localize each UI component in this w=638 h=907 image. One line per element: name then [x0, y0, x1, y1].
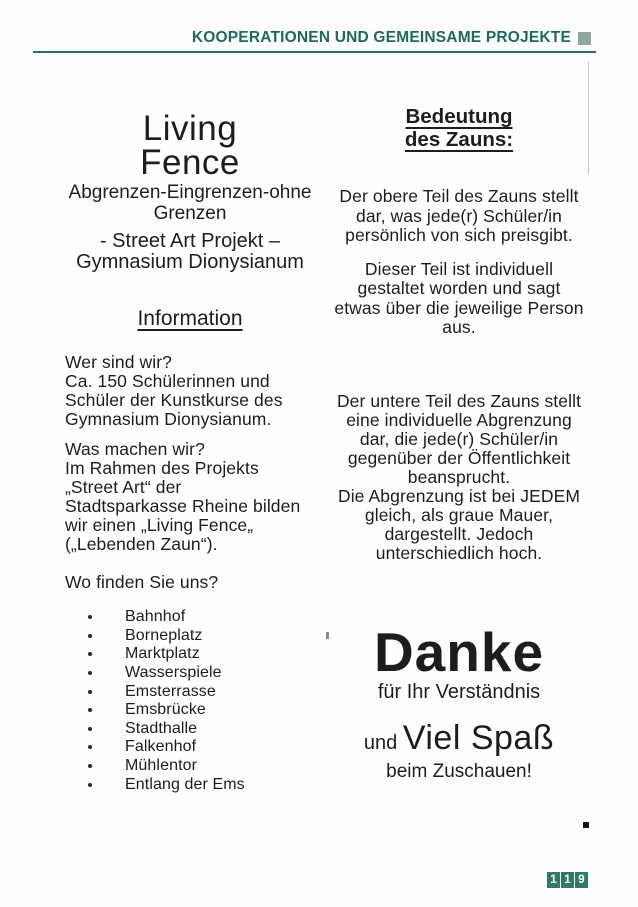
location-item [40, 682, 340, 701]
bullet-icon [88, 690, 92, 694]
paragraph-line: Der obere Teil des Zauns stellt [339, 186, 579, 206]
bullet-icon [88, 745, 92, 749]
meaning-heading-line: Bedeutung [405, 105, 513, 128]
paragraph-line: gleich, als graue Mauer, [364, 504, 554, 525]
what-line: („Lebenden Zaun“). [65, 534, 218, 554]
who-line: Wer sind wir? [65, 352, 172, 372]
location-item [40, 627, 340, 646]
bullet-icon [88, 708, 92, 712]
location-item [40, 720, 340, 739]
paragraph-line: dargestellt. Jedoch [384, 523, 534, 544]
bullet-icon [88, 671, 92, 675]
project-title-line: Living [142, 109, 238, 148]
header-rule [33, 51, 596, 53]
scan-artifact-mark [326, 632, 329, 639]
individual-part-paragraph [332, 260, 586, 338]
project-subtitle-line: Abgrenzen-Eingrenzen-ohne [68, 182, 312, 203]
lower-fence-paragraph [332, 392, 586, 563]
bullet-icon [88, 634, 92, 638]
left-column [40, 100, 340, 794]
fun-prefix: und [363, 731, 403, 754]
where-heading: Wo finden Sie uns? [65, 572, 219, 592]
paragraph-line: gegenüber der Öffentlichkeit [347, 447, 571, 468]
what-line: wir einen „Living Fence„ [65, 515, 254, 535]
bullet-icon [88, 615, 92, 619]
thanks-subtitle: für Ihr Verständnis [377, 680, 541, 703]
page-number [547, 872, 588, 888]
right-column [332, 100, 586, 782]
page-header [192, 29, 591, 47]
location-label: Bahnhof [125, 608, 186, 626]
meaning-heading-line: des Zauns: [404, 128, 514, 151]
bullet-icon [88, 764, 92, 768]
location-label: Stadthalle [125, 719, 198, 737]
project-title [40, 109, 340, 182]
scan-artifact-line [588, 62, 589, 174]
location-item [40, 608, 340, 627]
location-label: Borneplatz [125, 626, 203, 644]
what-paragraph [40, 440, 340, 554]
paragraph-line: Dieser Teil ist individuell [364, 258, 554, 279]
who-paragraph [40, 353, 340, 429]
fun-subtitle: beim Zuschauen! [386, 760, 532, 782]
location-label: Emsterrasse [125, 682, 216, 700]
paragraph-line: Die Abgrenzung ist bei JEDEM [337, 485, 581, 506]
what-line: Was machen wir? [65, 439, 205, 459]
location-label: Entlang der Ems [125, 775, 245, 793]
project-context-line: Gymnasium Dionysianum [76, 251, 304, 273]
location-label: Falkenhof [125, 738, 197, 756]
who-line: Schüler der Kunstkurse des [65, 390, 283, 410]
location-label: Emsbrücke [125, 701, 206, 719]
what-line: Stadtsparkasse Rheine bilden [65, 496, 301, 516]
paragraph-line: beansprucht. [407, 466, 511, 487]
scan-artifact-square [583, 822, 589, 828]
page-number-digit: 1 [561, 872, 574, 888]
bullet-icon [88, 727, 92, 731]
location-label: Marktplatz [125, 645, 200, 663]
location-item [40, 645, 340, 664]
paragraph-line: unterschiedlich hoch. [375, 542, 543, 563]
location-label: Wasserspiele [125, 664, 222, 682]
location-item [40, 664, 340, 683]
bullet-icon [88, 783, 92, 787]
project-title-line: Fence [140, 143, 240, 182]
page-number-digit: 9 [575, 872, 588, 888]
paragraph-line: dar, was jede(r) Schüler/in [356, 205, 562, 226]
location-item [40, 738, 340, 757]
thanks-title: Danke [373, 620, 545, 683]
header-square-icon [578, 32, 591, 45]
location-item [40, 775, 340, 794]
location-item [40, 757, 340, 776]
what-line: „Street Art“ der [65, 477, 182, 497]
bullet-icon [88, 652, 92, 656]
page-number-digit: 1 [547, 872, 560, 888]
header-title: KOOPERATIONEN UND GEMEINSAME PROJEKTE [191, 29, 571, 46]
fun-line [332, 718, 586, 762]
paragraph-line: gestaltet worden und sagt [357, 278, 561, 298]
paragraph-line: persönlich von sich preisgibt. [345, 225, 573, 245]
what-line: Im Rahmen des Projekts [65, 458, 259, 478]
fun-big-text: Viel Spaß [402, 718, 555, 757]
project-subtitle-line: Grenzen [153, 202, 227, 224]
paragraph-line: aus. [442, 317, 476, 337]
project-context-line: - Street Art Projekt – [99, 230, 281, 252]
who-line: Ca. 150 Schülerinnen und [65, 371, 270, 391]
paragraph-line: eine individuelle Abgrenzung [346, 409, 572, 430]
paragraph-line: etwas über die jeweilige Person [334, 297, 584, 318]
who-line: Gymnasium Dionysianum. [65, 409, 272, 429]
paragraph-line: Der untere Teil des Zauns stellt [336, 390, 582, 411]
meaning-heading [332, 105, 586, 151]
paragraph-line: dar, die jede(r) Schüler/in [359, 428, 559, 449]
information-heading: Information [137, 307, 243, 330]
project-context [40, 231, 340, 273]
upper-fence-paragraph [332, 187, 586, 246]
locations-list [40, 608, 340, 794]
location-label: Mühlentor [125, 757, 198, 775]
project-subtitle [40, 183, 340, 224]
location-item [40, 701, 340, 720]
